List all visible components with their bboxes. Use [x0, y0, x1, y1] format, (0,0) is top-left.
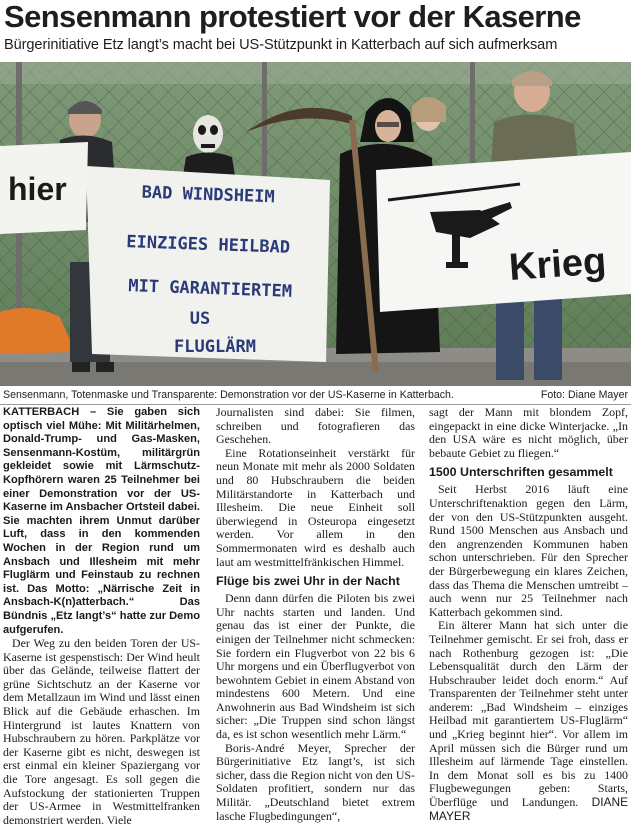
banner-bad-windsheim [86, 166, 330, 362]
author-byline: DIANE MAYER [429, 795, 628, 823]
paragraph-8 [429, 619, 628, 823]
paragraph-1: Der Weg zu den beiden Toren der US-Kaserne ist gespenstisch: Der Wind heult über das Gelände, teilweise flattert der grüne Sichtschutz an der Kaserne vor dem Metallzaun im Wind und lässt einen Blick auf die Gebäude erhaschen. Im Hintergrund ist lautes Knattern von Hubschraubern zu hören. Parkplätze vor der Kaserne gibt es nicht, deswegen ist erst einmal ein kleiner Spaziergang vor die Tore angesagt. Es soll gegen die Aufstockung der stationierten Truppen der US-Armee in Westmittelfranken demonstriert werden. Viele [3, 636, 200, 827]
paragraph-4: Denn dann dürfen die Piloten bis zwei Uhr nachts starten und landen. Und genau das ist einer der Punkte, die einigen der Teilnehmer nicht schmecken: Sie fordern ein Flugverbot von 22 bis 6 Uhr morgens und ein Überflugverbot von bewohntem Gebiet in einem Abstand von mindestens 600 Metern. Und eine Anwohnerin aus Bad Windsheim ist sich sicher: „Die Truppen sind schon längst da, es ist schon wesentlich mehr Lärm.“ [216, 591, 415, 742]
column-2 [216, 406, 415, 823]
column-3 [429, 406, 628, 823]
paragraph-2: Journalisten sind dabei: Sie filmen, schreiben und fotografieren das Geschehen. [216, 405, 415, 447]
column-1 [3, 406, 200, 827]
paragraph-8-text: Ein älterer Mann hat sich unter die Teilnehmer gemischt. Er sei froh, dass er nach Rothenburg gezogen ist: „Die Lebensqualität durch den Lärm der Hubschrauber leidet doch enorm.“ Auf Transparenten der Teilnehmer steht unter anderem: „Bad Windsheim – einziges Heilbad mit garantiertem US-Fluglärm“ und „Krieg beginnt hier“. Vor allem im April müssen sich die Bürger rund um Illesheim auf lärmende Tage einstellen. In dem Monat soll es bis zu 1400 Flugbewegungen geben: Starts, Überflüge und Landungen. [429, 618, 628, 810]
photo-caption [3, 389, 628, 402]
article-lead: KATTERBACH – Sie gaben sich optisch viel Mühe: Mit Militärhelmen, Donald-Trump- und Gas-Masken, Sensenmann-Kostüm, militärgrün gekleidet sowie mit Lärmschutz-Kopfhörern waren 25 Teilnehmer bei einer Demonstration vor der US-Kaserne im Ansbacher Ortsteil dabei. Sie machten ihrem Unmut darüber Luft, dass in den kommenden Wochen in der Region rund um Ansbach und Illesheim mit mehr Fluglärm und Feinstaub zu rechnen ist. Das Motto: „Närrische Zeit in Ansbach-K(n)atterbach.“ Das Bündnis „Etz langt’s“ hatte zur Demo aufgerufen. [3, 406, 200, 636]
banner-hier [0, 142, 88, 234]
subheading-signatures: 1500 Unterschriften gesammelt [429, 465, 613, 480]
banner-line-2: EINZIGES HEILBAD [125, 232, 291, 258]
banner-krieg [376, 152, 631, 312]
paragraph-3: Eine Rotationseinheit verstärkt für neun Monate mit mehr als 2000 Soldaten und 80 Hubschraubern die beiden Militärstandorte in Katterbach und Illesheim. Die neue Einheit soll überwiegend in Osteuropa eingesetzt werden. Vor allem in den Sommermonaten wird es deshalb auch laut am westmittelfränkischen Himmel. [216, 445, 415, 569]
banner-hier-text: hier [8, 171, 67, 207]
banner-line-1: BAD WINDSHEIM [141, 182, 276, 208]
paragraph-7: Seit Herbst 2016 läuft eine Unterschriftenaktion gegen den Lärm, der von den US-Stützpunkten ausgeht. Rund 1500 Menschen aus Ansbach und den angrenzenden Kommunen haben schon unterschrieben. Für den Sprecher der Bürgerbewegung ein klares Zeichen, dass das Thema die Menschen umtreibt – auch wenn nur 25 Teilnehmer nach Katterbach gekommen sind. [429, 482, 628, 619]
subheading-flights: Flüge bis zwei Uhr in der Nacht [216, 574, 400, 589]
photo-caption-text: Sensenmann, Totenmaske und Transparente: Demonstration vor der US-Kaserne in Katterbach. [3, 389, 454, 401]
paragraph-5: Boris-André Meyer, Sprecher der Bürgerinitiative Etz langt’s, ist sich sicher, dass die Region nicht von den US-Soldaten profitiert, sondern nur das Militär. „Deutschland bietet extrem lasche Flugbedingungen“, [216, 740, 415, 823]
paragraph-6: sagt der Mann mit blondem Zopf, eingepackt in eine dicke Winterjacke. „In den USA wäre es nicht möglich, über bebaute Gebiet zu fliegen.“ [429, 405, 628, 460]
banner-line-3: MIT GARANTIERTEM [127, 276, 293, 302]
article-headline: Sensenmann protestiert vor der Kaserne [4, 0, 581, 34]
article-photo [0, 62, 631, 386]
photo-credit: Foto: Diane Mayer [540, 389, 628, 401]
article-subheadline: Bürgerinitiative Etz langt’s macht bei US-Stützpunkt in Katterbach auf sich aufmerksam [4, 37, 558, 53]
banner-krieg-text: Krieg [507, 240, 608, 289]
banner-line-5: FLUGLÄRM [174, 337, 256, 357]
banner-line-4: US [189, 309, 211, 329]
